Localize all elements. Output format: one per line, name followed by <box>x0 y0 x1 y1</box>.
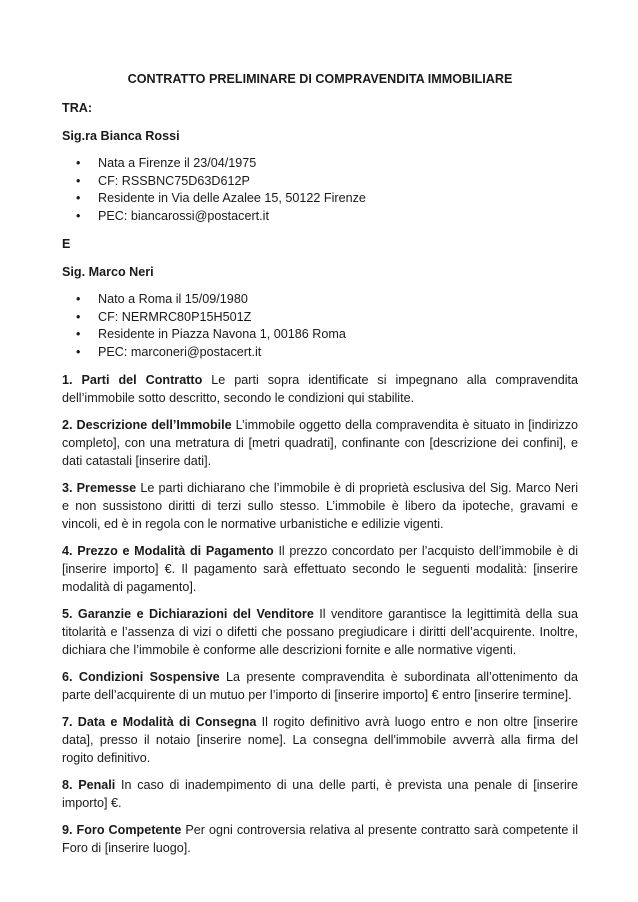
clause-7-text: Il rogito definitivo avrà luogo entro e non oltre [inserire data], presso il notaio [inserire nome]. La consegna dell'immobile avverrà alla firma del rogito definitivo. <box>62 715 578 765</box>
party-2-cf: • CF: NERMRC80P15H501Z <box>98 309 578 327</box>
clause-9-heading: 9. Foro Competente <box>62 823 182 837</box>
clause-9 <box>62 821 578 857</box>
clause-7-heading: 7. Data e Modalità di Consegna <box>62 715 257 729</box>
clause-2-text: L’immobile oggetto della compravendita è situato in [indirizzo completo], con una metratura di [metri quadrati], confinante con [descrizione dei confini], e dati catastali [inserire dati]. <box>62 418 578 468</box>
clause-2-heading: 2. Descrizione dell’Immobile <box>62 418 232 432</box>
party-2-details <box>62 291 578 361</box>
clause-1-heading: 1. Parti del Contratto <box>62 373 203 387</box>
party-1-birth: • Nata a Firenze il 23/04/1975 <box>98 155 578 173</box>
e-label: E <box>62 237 71 251</box>
party-2-pec: • PEC: marconeri@postacert.it <box>98 344 578 362</box>
clause-8 <box>62 776 578 812</box>
party-2-birth: • Nato a Roma il 15/09/1980 <box>98 291 578 309</box>
clause-5-heading: 5. Garanzie e Dichiarazioni del Venditore <box>62 607 314 621</box>
clause-3 <box>62 479 578 533</box>
tra-label: TRA: <box>62 101 93 115</box>
clause-4 <box>62 542 578 596</box>
clause-1 <box>62 371 578 407</box>
party-1-name: Sig.ra Bianca Rossi <box>62 129 180 143</box>
party-2-name: Sig. Marco Neri <box>62 265 154 279</box>
party-1-details <box>62 155 578 225</box>
document-title: CONTRATTO PRELIMINARE DI COMPRAVENDITA IMMOBILIARE <box>127 72 513 86</box>
party-1-address: • Residente in Via delle Azalee 15, 50122 Firenze <box>98 190 578 208</box>
clause-5-text: Il venditore garantisce la legittimità della sua titolarità e l’assenza di vizi o difetti che possano pregiudicare i diritti dell’acquirente. Inoltre, dichiara che l’immobile è conforme alle descrizioni fornite e alle normative vigenti. <box>62 607 578 657</box>
party-2-address: • Residente in Piazza Navona 1, 00186 Roma <box>98 326 578 344</box>
party-1 <box>62 127 578 225</box>
clause-2 <box>62 416 578 470</box>
clause-8-heading: 8. Penali <box>62 778 116 792</box>
clause-3-text: Le parti dichiarano che l’immobile è di proprietà esclusiva del Sig. Marco Neri e non sussistono diritti di terzi sullo stesso. L’immobile è libero da ipoteche, gravami e vincoli, ed è in regola con le normative urbanistiche e edilizie vigenti. <box>62 481 578 531</box>
clause-5 <box>62 605 578 659</box>
clause-4-text: Il prezzo concordato per l’acquisto dell’immobile è di [inserire importo] €. Il pagamento sarà effettuato secondo le seguenti modalità: [inserire modalità di pagamento]. <box>62 544 579 594</box>
clause-3-heading: 3. Premesse <box>62 481 137 495</box>
clause-1-text: Le parti sopra identificate si impegnano alla compravendita dell’immobile sotto descritto, secondo le condizioni qui stabilite. <box>62 373 578 405</box>
clause-6-heading: 6. Condizioni Sospensive <box>62 670 220 684</box>
clause-8-text: In caso di inadempimento di una delle parti, è prevista una penale di [inserire importo] €. <box>62 778 578 810</box>
clause-6 <box>62 668 578 704</box>
clause-7 <box>62 713 578 767</box>
clause-9-text: Per ogni controversia relativa al presente contratto sarà competente il Foro di [inserire luogo]. <box>62 823 579 855</box>
clause-4-heading: 4. Prezzo e Modalità di Pagamento <box>62 544 274 558</box>
party-1-cf: • CF: RSSBNC75D63D612P <box>98 173 578 191</box>
document-page <box>62 70 578 866</box>
clause-6-text: La presente compravendita è subordinata all’ottenimento da parte dell’acquirente di un mutuo per l’importo di [inserire importo] € entro [inserire termine]. <box>62 670 578 702</box>
party-2 <box>62 263 578 361</box>
party-1-pec: • PEC: biancarossi@postacert.it <box>98 208 578 226</box>
